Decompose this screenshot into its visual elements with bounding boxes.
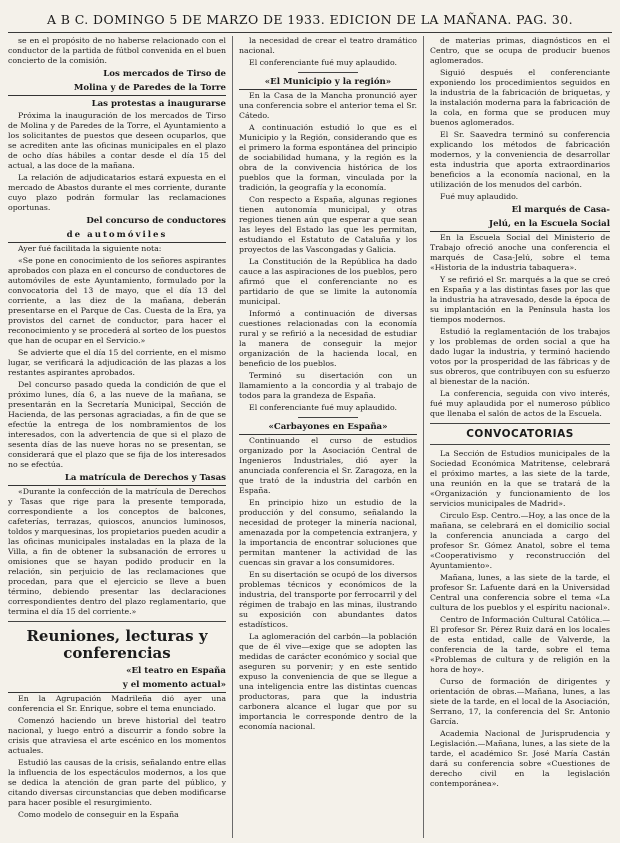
section-subheading: de automóviles <box>8 230 226 243</box>
paragraph: Siguió después el conferenciante exponiendo los procedimientos seguidos en la industria de la fabricación de briquetas, y la instalación moderna para la fabricación de la cola, en forma que se producen muy buenos aglomerados. <box>430 68 610 127</box>
paragraph: Ayer fué facilitada la siguiente nota: <box>18 244 162 253</box>
paragraph: se en el propósito de no haberse relacionado con el conductor de la partida de fútbol convenida en el buen concierto de la comisión. <box>8 36 226 65</box>
paragraph: de materias primas, diagnósticos en el Centro, que se ocupa de producir buenos aglomerados. <box>430 36 610 65</box>
paragraph: Fué muy aplaudido. <box>440 192 519 201</box>
paragraph: Academia Nacional de Jurisprudencia y Legislación.—Mañana, lunes, a las siete de la tarde, el académico Sr. José María Castán dará su conferencia sobre «Cuestiones de derecho civil en la legislación contemporánea». <box>430 729 610 788</box>
section-heading: y el momento actual» <box>8 680 226 693</box>
divider <box>298 72 359 73</box>
paragraph: Como modelo de conseguir en la España <box>18 810 179 819</box>
paragraph: «Durante la confección de la matrícula de Derechos y Tasas que rige para la presente temporada, correspondiente a los conceptos de balcones, cafeterías, terrazas, quioscos, anuncios luminosos, toldos y marquesinas, los propietarios pueden acudir a las oficinas municipales instaladas en la plaza de la Villa, a fin de obtener la subsanación de errores u omisiones que se hayan podido producir en la relación, sin perjuicio de las reclamaciones que procedan, para que el ejercicio se lleve a buen término, debiendo presentar las declaraciones correspondientes dentro del plazo reglamentario, que termina el día 15 del corriente.» <box>8 487 226 616</box>
section-subheading: Las protestas a inaugurarse <box>91 99 226 109</box>
paragraph: Del concurso pasado queda la condición de que el próximo lunes, día 6, a las nueve de la mañana, se presentarán en la Secretaría Municipal, Sección de Hacienda, de las personas agraciadas, a fin de que se efectúe la entrega de los nombramientos de los interesados, con la advertencia de que si el plazo de sesenta días de las nueve horas no se presentan, se considerará que el plazo que se fija de los interesados no se efectúa. <box>8 380 226 469</box>
paragraph: El conferenciante fué muy aplaudido. <box>249 403 397 412</box>
divider <box>8 621 226 622</box>
paragraph: La aglomeración del carbón—la población que de él vive—exige que se adopten las medidas de carácter económico y social que aseguren su porvenir; y en este sentido expuso la conveniencia de que se llegue a una inteligencia entre las distintas cuencas productoras, para que la industria carbonera alcance el lugar que por su importancia le corresponde dentro de la economía nacional. <box>239 632 417 731</box>
paragraph: Centro de Información Cultural Católica.—El profesor Sr. Pérez Ruiz dará en los locales de esta entidad, calle de Valverde, la conferencia de la tarde, sobre el tema «Problemas de cultura y de religión en la hora de hoy». <box>430 615 610 674</box>
paragraph: Mañana, lunes, a las siete de la tarde, el profesor Sr. Lafuente dará en la Universidad Central una conferencia sobre el tema «La cultura de los pueblos y el espíritu nacional». <box>430 573 610 612</box>
divider <box>298 417 359 418</box>
paragraph: Comenzó haciendo un breve historial del teatro nacional, y luego entró a discurrir a fondo sobre la crisis que atraviesa el arte escénico en los momentos actuales. <box>8 716 226 755</box>
paragraph: Se advierte que el día 15 del corriente, en el mismo lugar, se verificará la adjudicación de las plazas a los restantes aspirantes aprobados. <box>8 348 226 377</box>
divider <box>430 423 610 424</box>
paragraph: Circulo Esp. Centro.—Hoy, a las once de la mañana, se celebrará en el domicilio social la conferencia anunciada a cargo del profesor Sr. Gómez Anatol, sobre el tema «Cooperativismo y reconstrucción del Ayuntamiento». <box>430 511 610 570</box>
paragraph: La conferencia, seguida con vivo interés, fué muy aplaudida por el numeroso público que llenaba el salón de actos de la Escuela. <box>430 389 610 418</box>
section-heading: «Carbayones en España» <box>239 422 417 435</box>
paragraph: Informó a continuación de diversas cuestiones relacionadas con la economía rural y se refirió a la necesidad de estudiar la manera de conseguir la mejor organización de la hacienda local, en beneficio de los pueblos. <box>239 309 417 368</box>
column-1 <box>8 36 233 838</box>
section-heading: Del concurso de conductores <box>86 216 226 226</box>
paragraph: En su disertación se ocupó de los diversos problemas técnicos y económicos de la industria, del transporte por ferrocarril y del régimen de trabajo en las minas, ilustrando su exposición con abundantes datos estadísticos. <box>239 570 417 629</box>
paragraph: En la Agrupación Madrileña dió ayer una conferencia el Sr. Enrique, sobre el tema enunciado. <box>8 694 226 713</box>
divider <box>430 444 610 445</box>
newspaper-page <box>8 6 612 838</box>
section-heading: Molina y de Paredes de la Torre <box>8 83 226 96</box>
section-heading: Los mercados de Tirso de <box>103 69 226 79</box>
paragraph: Terminó su disertación con un llamamiento a la concordia y al trabajo de todos para la grandeza de España. <box>239 371 417 400</box>
column-2 <box>233 36 424 838</box>
section-heading: Jelú, en la Escuela Social <box>430 219 610 232</box>
paragraph: «Se pone en conocimiento de los señores aspirantes aprobados con plaza en el concurso de conductores de automóviles de este Ayuntamiento, formulado por la convocatoria del 13 de mayo, que el día 13 del corriente, a las diez de la mañana, deberán presentarse en el Parque de Cas. Cuesta de la Era, ya provistos del carnet de conductor, para hacer el reconocimiento y se procederá al sorteo de los puestos que han de ocupar en el Servicio.» <box>8 256 226 345</box>
paragraph: Próxima la inauguración de los mercados de Tirso de Molina y de Paredes de la Torre, el Ayuntamiento a los solicitantes de puestos que deseen ocuparlos, que se acrediten ante las oficinas municipales en el plazo de ocho días hábiles a contar desde el día 15 del actual, a las doce de la mañana. <box>8 111 226 170</box>
paragraph: El conferenciante fué muy aplaudido. <box>249 58 397 67</box>
convocatorias-heading: CONVOCATORIAS <box>466 428 574 440</box>
column-3 <box>424 36 610 838</box>
columns <box>8 36 612 838</box>
section-heading: «El teatro en España <box>126 666 226 676</box>
section-heading: La matrícula de Derechos y Tasas <box>8 473 226 486</box>
paragraph: La Sección de Estudios municipales de la Sociedad Económica Matritense, celebrará el próximo martes, a las siete de la tarde, una reunión en la que se tratará de la «Organización y funcionamiento de los servicios municipales de Madrid». <box>430 449 610 508</box>
paragraph: Con respecto a España, algunas regiones tienen autonomía municipal, y otras regiones tienen aún que esperar a que sean las leyes del Estado las que les permitan, estudiando el Estatuto de Cataluña y los proyectos de las Vascongadas y Galicia. <box>239 195 417 254</box>
paragraph: Estudió las causas de la crisis, señalando entre ellas la influencia de los espectáculos modernos, a los que se dedica la atención de gran parte del público, y citando diversas circunstancias que deben modificarse para hacer posible el resurgimiento. <box>8 758 226 807</box>
section-heading: «El Municipio y la región» <box>239 77 417 90</box>
paragraph: En principio hizo un estudio de la producción y del consumo, señalando la necesidad de proteger la minería nacional, amenazada por la competencia extranjera, y la importancia de encontrar soluciones que permitan mantener la actividad de las cuencas sin gravar a los consumidores. <box>239 498 417 567</box>
page-header: A B C. DOMINGO 5 DE MARZO DE 1933. EDICION DE LA MAÑANA. PAG. 30. <box>8 6 612 33</box>
paragraph: La Constitución de la República ha dado cauce a las aspiraciones de los pueblos, pero afirmó que el conferenciante no es partidario de que se limite la autonomía municipal. <box>239 257 417 306</box>
paragraph: Continuando el curso de estudios organizado por la Asociación Central de Ingenieros Industriales, dió ayer la anunciada conferencia el Sr. Zaragoza, en la que trató de la industria del carbón en España. <box>239 436 417 495</box>
paragraph: la necesidad de crear el teatro dramático nacional. <box>239 36 417 55</box>
paragraph: Curso de formación de dirigentes y orientación de obras.—Mañana, lunes, a las siete de la tarde, en el local de la Asociación, Serrano, 17, la conferencia del Sr. Antonio García. <box>430 677 610 726</box>
paragraph: Estudió la reglamentación de los trabajos y los problemas de orden social a que ha dado lugar la industria, y terminó haciendo votos por la prosperidad de las fábricas y de sus obreros, que contribuyen con su esfuerzo al bienestar de la nación. <box>430 327 610 386</box>
paragraph: Y se refirió el Sr. marqués a la que se creó en España y a las distintas fases por las que la industria ha atravesado, desde la época de su implantación en la Península hasta los tiempos modernos. <box>430 275 610 324</box>
big-headline: Reuniones, lecturas y conferencias <box>26 627 208 662</box>
paragraph: En la Escuela Social del Ministerio de Trabajo ofreció anoche una conferencia el marqués de Casa-Jelú, sobre el tema «Historia de la industria tabaquera». <box>430 233 610 272</box>
paragraph: El Sr. Saavedra terminó su conferencia explicando los métodos de fabricación modernos, y la conveniencia de desarrollar esta industria que aporta extraordinarios beneficios a la economía nacional, en la utilización de los menudos del carbón. <box>430 130 610 189</box>
paragraph: En la Casa de la Mancha pronunció ayer una conferencia sobre el anterior tema el Sr. Cátedo. <box>239 91 417 120</box>
paragraph: La relación de adjudicatarios estará expuesta en el mercado de Abastos durante el mes corriente, durante cuyo plazo podrán formular las reclamaciones oportunas. <box>8 173 226 212</box>
section-heading: El marqués de Casa- <box>511 205 610 215</box>
paragraph: A continuación estudió lo que es el Municipio y la Región, considerando que es el primero la forma espontánea del principio de sociabilidad humana, y la región es la obra de la convivencia histórica de los pueblos que la forman, vinculada por la tradición, la geografía y la economía. <box>239 123 417 192</box>
